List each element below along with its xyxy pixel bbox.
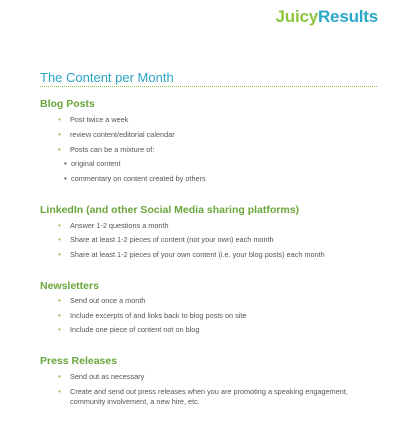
list-item (58, 221, 169, 231)
bullet-icon: • (64, 174, 67, 183)
list-item-text: review content/editorial calendar (70, 130, 175, 139)
bullet-icon: • (58, 115, 61, 124)
brand-logo-part-juicy: Juicy (275, 7, 318, 26)
list-item-text: Create and send out press releases when you are promoting a speaking engagement, community involvement, a new hire, etc. (70, 387, 348, 406)
list-item (58, 235, 274, 245)
list-item-text: Send out as necessary (70, 372, 145, 381)
section-heading-blog-posts: Blog Posts (40, 98, 95, 110)
brand-logo-part-results: Results (317, 7, 378, 26)
section-heading-newsletters: Newsletters (40, 280, 99, 292)
list-item-text: Share at least 1-2 pieces of your own content (i.e. your blog posts) each month (70, 250, 325, 259)
bullet-icon: • (58, 372, 61, 381)
page-title: The Content per Month (40, 70, 174, 85)
bullet-icon: • (58, 221, 61, 230)
list-item-text: Include excerpts of and links back to blog posts on site (70, 311, 247, 320)
list-item (58, 130, 175, 140)
bullet-icon: • (58, 250, 61, 259)
sub-list-item-text: original content (71, 159, 121, 168)
section-heading-press-releases: Press Releases (40, 355, 118, 367)
list-item-text: Post twice a week (70, 115, 129, 124)
sub-list-item (64, 174, 206, 184)
section-heading-linkedin: LinkedIn (and other Social Media sharing platforms) (40, 204, 300, 216)
list-item-text: Share at least 1-2 pieces of content (not your own) each month (70, 235, 274, 244)
brand-logo (276, 7, 379, 27)
list-item (58, 325, 200, 335)
bullet-icon: • (64, 159, 67, 168)
list-item (58, 311, 247, 321)
bullet-icon: • (58, 311, 61, 320)
list-item (58, 145, 155, 155)
sub-list-item (64, 159, 121, 169)
title-divider (40, 86, 377, 87)
sub-list-item-text: commentary on content created by others (71, 174, 206, 183)
bullet-icon: • (58, 387, 61, 396)
bullet-icon: • (58, 235, 61, 244)
list-item (58, 115, 129, 125)
list-item (58, 372, 145, 382)
list-item (58, 387, 370, 407)
bullet-icon: • (58, 325, 61, 334)
list-item-text: Posts can be a mixture of: (70, 145, 155, 154)
list-item-text: Send out once a month (70, 296, 146, 305)
list-item-text: Include one piece of content not on blog (70, 325, 200, 334)
bullet-icon: • (58, 130, 61, 139)
bullet-icon: • (58, 296, 61, 305)
bullet-icon: • (58, 145, 61, 154)
list-item (58, 250, 325, 260)
list-item (58, 296, 146, 306)
list-item-text: Answer 1-2 questions a month (70, 221, 169, 230)
